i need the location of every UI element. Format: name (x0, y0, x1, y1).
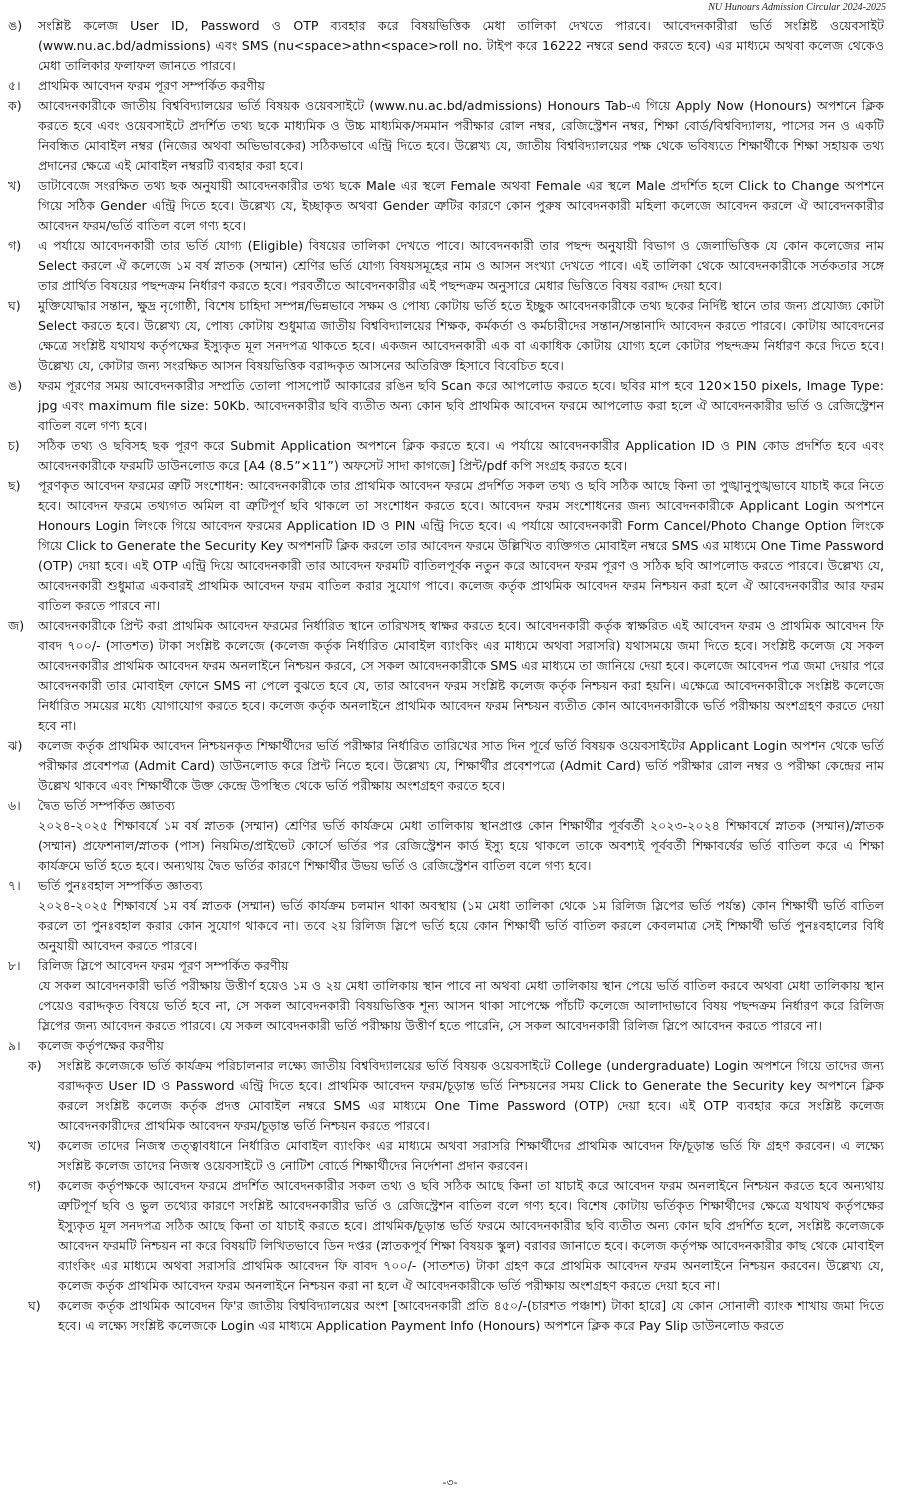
section-title: দ্বৈত ভর্তি সম্পর্কিত জ্ঞাতব্য (38, 798, 176, 813)
item-number: ক) (28, 1058, 42, 1073)
item-number: ছ) (8, 478, 21, 493)
item-text: সংশ্লিষ্ট কলেজকে ভর্তি কার্যক্রম পরিচালনার লক্ষ্যে জাতীয় বিশ্ববিদ্যালয়ের ভর্তি বিষয়ক ওয়েবসাইটে College (undergraduate) Login অপশনে গিয়ে তাদের জন্য বরাদ্দকৃত User ID ও Password এন্ট্রি দিতে হবে। প্রাথমিক আবেদন ফরম/চূড়ান্ত ভর্তি নিশ্চয়নের সময় Click to Generate the Security key অপশনে ক্লিক করলে সংশ্লিষ্ট কলেজ কর্তৃক প্রদত্ত মোবাইল নম্বরে SMS এর মাধ্যমে One Time Password (OTP) দেয়া হবে। এই OTP ব্যবহার করে সংশ্লিষ্ট কলেজ আবেদনকারীদের প্রাথমিক আবেদন ফরম/চূড়ান্ত ভর্তি নিশ্চয়ন করতে পারবে। (58, 1058, 884, 1133)
list-item (28, 1056, 884, 1136)
section-heading (8, 1036, 884, 1056)
section-title: কলেজ কর্তৃপক্ষের করণীয় (38, 1038, 164, 1053)
section-heading (8, 76, 884, 96)
list-item (28, 1296, 884, 1336)
section-paragraph: ২০২৪-২০২৫ শিক্ষাবর্ষে ১ম বর্ষ স্নাতক (সম্মান) ভর্তি কার্যক্রম চলমান থাকা অবস্থায় (১ম মেধা তালিকা থেকে ১ম রিলিজ স্লিপের ভর্তি পর্যন্ত) কোন শিক্ষার্থী ভর্তি বাতিল করলে তা পুনঃবহাল করার কোন সুযোগ থাকবে না। তবে ২য় রিলিজ স্লিপে ভর্তি হয়ে কোন শিক্ষার্থী ভর্তি বাতিল করলে কেবলমাত্র সেই শিক্ষার্থী ভর্তি পুনঃবহালের বিধি অনুযায়ী আবেদন করতে পারবে। (38, 898, 884, 953)
item-text: মুক্তিযোদ্ধার সন্তান, ক্ষুদ্র নৃগোষ্ঠী, বিশেষ চাহিদা সম্পন্ন/ভিন্নভাবে সক্ষম ও পোষ্য কোটায় ভর্তি হতে ইচ্ছুক আবেদনকারীকে তথ্য ছকের নির্দিষ্ট স্থানে তার জন্য প্রযোজ্য কোটা Select করতে হবে। উল্লেখ্য যে, পোষ্য কোটায় শুধুমাত্র জাতীয় বিশ্ববিদ্যালয়ের শিক্ষক, কর্মকর্তা ও কর্মচারীদের সন্তান/সন্তানাদি আবেদন করতে পারবে। কোটায় আবেদনের ক্ষেত্রে সংশ্লিষ্ট যথাযথ কর্তৃপক্ষের ইস্যুকৃত মূল সনদপত্র থাকতে হবে। একজন আবেদনকারী এক বা একাধিক কোটায় যোগ্য হলে কোটার পছন্দক্রম নির্ধারণ করে দিতে হবে। উল্লেখ্য যে, কোটার জন্য সংরক্ষিত আসন বিষয়ভিত্তিক বরাদ্দকৃত আসনের অতিরিক্ত হিসাবে বিবেচিত হবে। (38, 298, 884, 373)
list-item (8, 176, 884, 236)
item-number: খ) (28, 1138, 42, 1153)
section-title: রিলিজ স্লিপে আবেদন ফরম পূরণ সম্পর্কিত করণীয় (38, 958, 289, 973)
circular-header: NU Hunours Admission Circular 2024-2025 (708, 2, 886, 13)
list-item (28, 1136, 884, 1176)
item-number: ক) (8, 98, 22, 113)
circular-body (8, 16, 884, 1336)
item-number: ৬। (8, 798, 21, 813)
item-number: খ) (8, 178, 22, 193)
section-title: প্রাথমিক আবেদন ফরম পূরণ সম্পর্কিত করণীয় (38, 78, 265, 93)
section-paragraph: যে সকল আবেদনকারী ভর্তি পরীক্ষায় উত্তীর্ণ হয়েও ১ম ও ২য় মেধা তালিকায় স্থান পাবে না অথবা মেধা তালিকায় স্থান পেয়ে ভর্তি বাতিল করবে অথবা মেধা তালিকায় স্থান পেয়েও বরাদ্দকৃত বিষয়ে ভর্তি হবে না, সে সকল আবেদনকারী বিষয়ভিত্তিক শূন্য আসন থাকা সাপেক্ষে পাঁচটি কলেজে আলাদাভাবে বিষয় পছন্দক্রম নির্ধারণ করে রিলিজ স্লিপের জন্য আবেদন করতে পারবে। যে সকল আবেদনকারী ভর্তি পরীক্ষায় উত্তীর্ণ হতে পারেনি, সে সকল আবেদনকারী রিলিজ স্লিপে আবেদন করতে পারবে না। (38, 978, 884, 1033)
list-item (8, 16, 884, 76)
list-item (28, 1176, 884, 1296)
item-number: ঙ) (8, 378, 23, 393)
item-number: গ) (28, 1178, 42, 1193)
list-item (8, 736, 884, 796)
item-text: এ পর্যায়ে আবেদনকারী তার ভর্তি যোগ্য (Eligible) বিষয়ের তালিকা দেখতে পাবে। আবেদনকারী তার পছন্দ অনুযায়ী বিভাগ ও জেলাভিত্তিক যে কোন কলেজের নাম Select করলে ঐ কলেজে ১ম বর্ষ স্নাতক (সম্মান) শ্রেণির ভর্তি যোগ্য বিষয়সমূহের নাম ও আসন সংখ্যা দেখতে পাবে। এই তালিকা থেকে আবেদনকারীকে সর্তকতার সঙ্গে তার প্রার্থিত বিষয়ের পছন্দক্রম নির্ধারণ করতে হবে। পরবর্তীতে আবেদনকারীর এই পছন্দক্রম অনুসারে মেধার ভিত্তিতে বিষয় বরাদ্দ দেয়া হবে। (38, 238, 884, 293)
item-number: ৭। (8, 878, 21, 893)
item-number: ঝ) (8, 738, 23, 753)
item-text: সংশ্লিষ্ট কলেজ User ID, Password ও OTP ব্যবহার করে বিষয়ভিত্তিক মেধা তালিকা দেখতে পারবে। আবেদনকারীরা ভর্তি সংশ্লিষ্ট ওয়েবসাইট (www.nu.ac.bd/admissions) এবং SMS (nu<space>athn<space>roll no. টাইপ করে 16222 নম্বরে send করতে হবে) এর মাধ্যমে অথবা কলেজ থেকেও মেধা তালিকার ফলাফল জানতে পারবে। (38, 18, 884, 73)
section-paragraph: ২০২৪-২০২৫ শিক্ষাবর্ষে ১ম বর্ষ স্নাতক (সম্মান) শ্রেণির ভর্তি কার্যক্রমে মেধা তালিকায় স্থানপ্রাপ্ত কোন শিক্ষার্থীর পূর্ববর্তী ২০২৩-২০২৪ শিক্ষাবর্ষে স্নাতক (সম্মান)/স্নাতক (সম্মান) প্রফেশনাল/স্নাতক (পাস) নিয়মিত/প্রাইভেট কোর্সে ভর্তির পর রেজিস্ট্রেশন কার্ড ইস্যু হয়ে থাকলে তাকে অবশ্যই পূর্ববর্তী শিক্ষাবর্ষের ভর্তি বাতিল করে এ শিক্ষা কার্যক্রমে ভর্তি হতে হবে। অন্যথায় দ্বৈত ভর্তির কারণে শিক্ষার্থীর উভয় ভর্তি ও রেজিস্ট্রেশন বাতিল বলে গণ্য হবে। (38, 818, 884, 873)
item-number: ঘ) (8, 298, 21, 313)
list-item (8, 436, 884, 476)
item-text: ফরম পূরণের সময় আবেদনকারীর সম্প্রতি তোলা পাসপোর্ট আকারের রঙিন ছবি Scan করে আপলোড করতে হবে। ছবির মাপ হবে 120×150 pixels, Image Type: jpg এবং maximum file size: 50Kb. আবেদনকারীর ছবি ব্যতীত অন্য কোন ছবি প্রাথমিক আবেদন ফরমে আপলোড করা হলে ঐ আবেদনকারীর ভর্তি ও রেজিস্ট্রেশন বাতিল বলে গণ্য হবে। (38, 378, 884, 433)
item-number: ঘ) (28, 1298, 41, 1313)
item-number: জ) (8, 618, 25, 633)
item-text: আবেদনকারীকে জাতীয় বিশ্ববিদ্যালয়ের ভর্তি বিষয়ক ওয়েবসাইটে (www.nu.ac.bd/admissions) Honours Tab-এ গিয়ে Apply Now (Honours) অপশনে ক্লিক করতে হবে এবং ওয়েবসাইটে প্রদর্শিত তথ্য ছকে মাধ্যমিক ও উচ্চ মাধ্যমিক/সমমান পরীক্ষার রোল নম্বর, রেজিস্ট্রেশন নম্বর, শিক্ষা বোর্ড/বিশ্ববিদ্যালয়, পাসের সন ও একটি নিবন্ধিত মোবাইল নম্বর (নিজের অথবা অভিভাবকের) সঠিকভাবে এন্ট্রি দিতে হবে। উল্লেখ্য যে, জাতীয় বিশ্ববিদ্যালয়ের পক্ষ থেকে ভবিষ্যতে শিক্ষার্থীকে শিক্ষা সহায়ক তথ্য প্রদানের ক্ষেত্রে এই মোবাইল নম্বরটি ব্যবহার করা হবে। (38, 98, 884, 173)
item-text: ডাটাবেজে সংরক্ষিত তথ্য ছক অনুযায়ী আবেদনকারীর তথ্য ছকে Male এর স্থলে Female অথবা Female এর স্থলে Male প্রদর্শিত হলে Click to Change অপশনে গিয়ে সঠিক Gender এন্ট্রি দিতে হবে। উল্লেখ্য যে, ইচ্ছাকৃত অথবা Gender ত্রুটির কারণে কোন পুরুষ আবেদনকারী মহিলা কলেজে আবেদন করলে ঐ আবেদনকারীর আবেদন ফরম/ভর্তি বাতিল বলে গণ্য হবে। (38, 178, 884, 233)
item-number: গ) (8, 238, 22, 253)
section-heading (8, 796, 884, 816)
item-text: কলেজ তাদের নিজস্ব তত্ত্বাবধানে নির্ধারিত মোবাইল ব্যাংকিং এর মাধ্যমে অথবা সরাসরি শিক্ষার্থীদের প্রাথমিক আবেদন ফি/চূড়ান্ত ভর্তি ফি গ্রহণ করবেন। এ লক্ষ্যে সংশ্লিষ্ট কলেজ তাদের নিজস্ব ওয়েবসাইটে ও নোটিশ বোর্ডে শিক্ষার্থীদের নির্দেশনা প্রদান করবেন। (58, 1138, 884, 1173)
page-number: -৩- (442, 1476, 458, 1489)
section-heading (8, 956, 884, 976)
list-item (8, 96, 884, 176)
list-item (8, 616, 884, 736)
item-text: কলেজ কর্তৃক প্রাথমিক আবেদন ফি'র জাতীয় বিশ্ববিদ্যালয়ের অংশ [আবেদনকারী প্রতি ৪৫০/-(চারশত পঞ্চাশ) টাকা হারে] যে কোন সোনালী ব্যাংক শাখায় জমা দিতে হবে। এ লক্ষ্যে সংশ্লিষ্ট কলেজকে Login এর মাধ্যমে Application Payment Info (Honours) অপশনে ক্লিক করে Pay Slip ডাউনলোড করতে (58, 1298, 884, 1333)
item-number: ঙ) (8, 18, 23, 33)
item-text: পূরণকৃত আবেদন ফরমের ত্রুটি সংশোধন: আবেদনকারীকে তার প্রাথমিক আবেদন ফরমে প্রদর্শিত সকল তথ্য ও ছবি সঠিক আছে কিনা তা পুঙ্খানুপুঙ্খভাবে যাচাই করে নিতে হবে। আবেদন ফরমে তথ্যগত অমিল বা ত্রুটিপূর্ণ ছবি থাকলে তা সংশোধন করতে হবে। আবেদন ফরম সংশোধনের জন্য আবেদনকারীকে Applicant Login অপশনে Honours Login লিংকে গিয়ে আবেদন ফরমের Application ID ও PIN এন্ট্রি দিতে হবে। এ পর্যায়ে আবেদনকারী Form Cancel/Photo Change Option লিংকে গিয়ে Click to Generate the Security Key অপশনটি ক্লিক করলে তার আবেদন ফরমে উল্লিখিত ব্যক্তিগত মোবাইল নম্বরে SMS এর মাধ্যমে One Time Password (OTP) দেয়া হবে। এই OTP এন্ট্রি দিয়ে আবেদনকারী তার আবেদন ফরমটি বাতিলপূর্বক নতুন করে আবেদন ফরম পূরণ ও সঠিক ছবি আপলোড করতে পারবে। উল্লেখ্য যে, আবেদনকারী শুধুমাত্র একবারই প্রাথমিক আবেদন ফরম বাতিল করার সুযোগ পাবে। কলেজ কর্তৃক প্রাথমিক আবেদন ফরম নিশ্চয়ন করা হলে ঐ আবেদনকারীর আর ফরম বাতিল করতে পারবে না। (38, 478, 884, 613)
list-item (8, 376, 884, 436)
item-text: কলেজ কর্তৃক প্রাথমিক আবেদন নিশ্চয়নকৃত শিক্ষার্থীদের ভর্তি পরীক্ষার নির্ধারিত তারিখের সাত দিন পূর্বে ভর্তি বিষয়ক ওয়েবসাইটের Applicant Login অপশন থেকে ভর্তি পরীক্ষার প্রবেশপত্র (Admit Card) ডাউনলোড করে প্রিন্ট নিতে হবে। উল্লেখ্য যে, শিক্ষার্থীর প্রবেশপত্রে (Admit Card) ভর্তি পরীক্ষার রোল নম্বর ও পরীক্ষা কেন্দ্রের নাম উল্লেখ থাকবে এবং শিক্ষার্থীকে উক্ত কেন্দ্রে উপস্থিত থেকে ভর্তি পরীক্ষায় অংশগ্রহণ করতে হবে। (38, 738, 884, 793)
list-item (8, 476, 884, 616)
item-text: সঠিক তথ্য ও ছবিসহ ছক পূরণ করে Submit Application অপশনে ক্লিক করতে হবে। এ পর্যায়ে আবেদনকারীর Application ID ও PIN কোড প্রদর্শিত হবে এবং আবেদনকারীকে ফরমটি ডাউনলোড করে [A4 (8.5”×11”) অফসেট সাদা কাগজে] প্রিন্ট/pdf কপি সংগ্রহ করতে হবে। (38, 438, 884, 473)
section-title: ভর্তি পুনঃবহাল সম্পর্কিত জ্ঞাতব্য (38, 878, 203, 893)
item-number: ৫। (8, 78, 21, 93)
list-item (8, 296, 884, 376)
item-number: ৯। (8, 1038, 21, 1053)
item-text: কলেজ কর্তৃপক্ষকে আবেদন ফরমে প্রদর্শিত আবেদনকারীর সকল তথ্য ও ছবি সঠিক আছে কিনা তা যাচাই করে আবেদন ফরম অনলাইনে নিশ্চয়ন করতে হবে অন্যথায় ত্রুটিপূর্ণ ছবি ও ভুল তথ্যের কারণে সংশ্লিষ্ট আবেদনকারীর ভর্তি ও রেজিস্ট্রেশন বাতিল বলে গণ্য হবে। বিশেষ কোটায় ভর্তিকৃত শিক্ষার্থীদের ক্ষেত্রে যথাযথ কর্তৃপক্ষের ইস্যুকৃত মূল সনদপত্র সঠিক আছে কিনা তা যাচাই করতে হবে। প্রাথমিক/চূড়ান্ত ভর্তি ফরমে আবেদনকারীর ছবি ব্যতীত অন্য কোন ছবি প্রদর্শিত হলে, সংশ্লিষ্ট কলেজকে আবেদন ফরমটি নিশ্চয়ন না করে বিষয়টি লিখিতভাবে ডিন দপ্তর (স্নাতকপূর্ব শিক্ষা বিষয়ক স্কুল) বরাবর জানাতে হবে। কলেজ কর্তৃপক্ষ আবেদনকারীর কাছ থেকে মোবাইল ব্যাংকিং এর মাধ্যমে অথবা সরাসরি প্রাথমিক আবেদন ফি বাবদ ৭০০/- (সাতশত) টাকা গ্রহণ করে প্রাথমিক আবেদন ফরম অনলাইনে নিশ্চয়ন করবেন। উল্লেখ্য যে, কলেজ কর্তৃক প্রাথমিক আবেদন ফরম অনলাইনে নিশ্চয়ন করা না হলে ঐ আবেদনকারীকে ভর্তি পরীক্ষায় অংশগ্রহণ করতে দেয়া হবে না। (58, 1178, 884, 1293)
section-heading (8, 876, 884, 896)
item-number: ৮। (8, 958, 21, 973)
list-item (8, 236, 884, 296)
item-text: আবেদনকারীকে প্রিন্ট করা প্রাথমিক আবেদন ফরমের নির্ধারিত স্থানে তারিখসহ স্বাক্ষর করতে হবে। আবেদনকারী কর্তৃক স্বাক্ষরিত এই আবেদন ফরম ও প্রাথমিক আবেদন ফি বাবদ ৭০০/- (সাতশত) টাকা সংশ্লিষ্ট কলেজে (কলেজ কর্তৃক নির্ধারিত মোবাইল ব্যাংকিং এর মাধ্যমে অথবা সরাসরি) যথাসময়ে জমা দিতে হবে। সংশ্লিষ্ট কলেজ যে সকল আবেদনকারীর প্রাথমিক আবেদন ফরম অনলাইনে নিশ্চয়ন করবে, সে সকল আবেদনকারীকে SMS এর মাধ্যমে তা জানিয়ে দেয়া হবে। কলেজে আবেদন পত্র জমা দেয়ার পরে আবেদনকারী তার মোবাইল ফোনে SMS না পেলে বুঝতে হবে যে, তার আবেদন ফরম সংশ্লিষ্ট কলেজ কর্তৃক নিশ্চয়ন করা হয়নি। এক্ষেত্রে আবেদনকারীকে সংশ্লিষ্ট কলেজে নির্ধারিত সময়ের মধ্যে যোগাযোগ করতে হবে। কলেজ কর্তৃক অনলাইনে প্রাথমিক আবেদন ফরম নিশ্চয়ন ব্যতীত কোন আবেদনকারীকে ভর্তি পরীক্ষায় অংশগ্রহণ করতে দেয়া হবে না। (38, 618, 884, 733)
item-number: চ) (8, 438, 20, 453)
